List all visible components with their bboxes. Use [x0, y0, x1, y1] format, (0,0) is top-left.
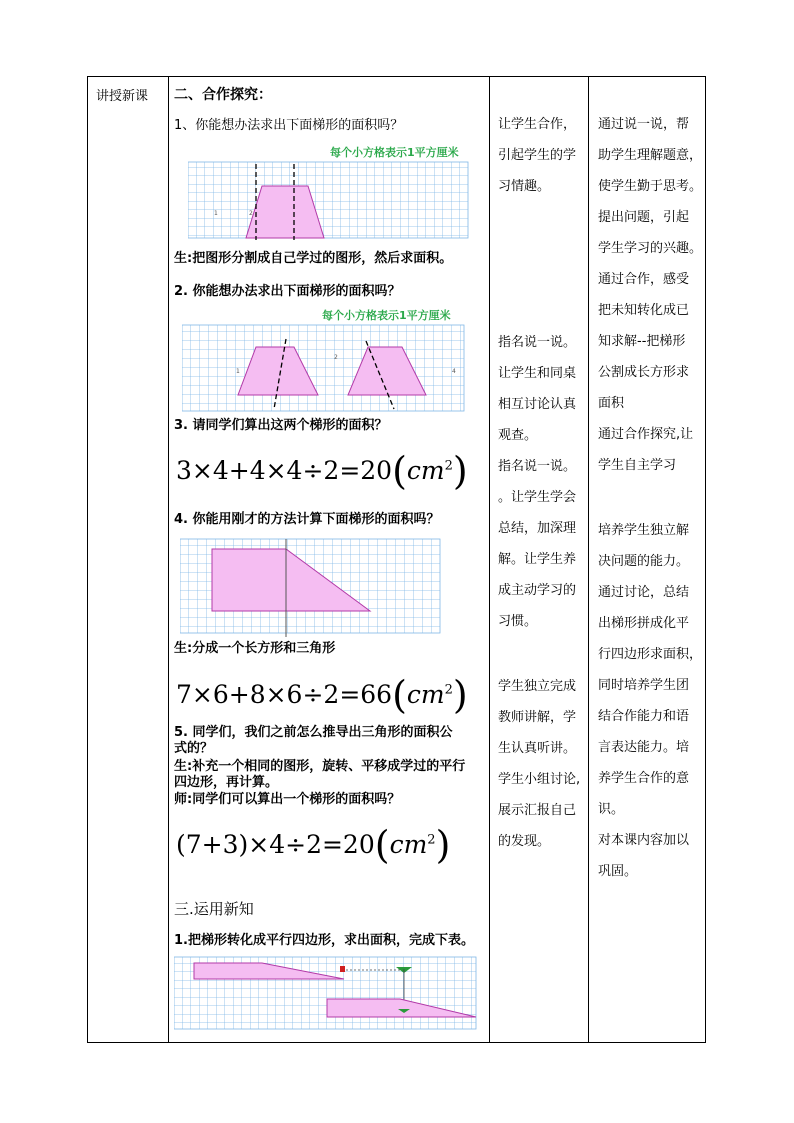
student-activity-cell: [490, 77, 589, 1042]
answer-5-line-2: 四边形，再计算。: [174, 775, 279, 790]
cell-text-line: 助学生理解题意，: [598, 148, 703, 163]
lesson-table: [87, 76, 706, 1043]
cell-text-line: 生认真听讲。: [498, 741, 577, 756]
cell-text-line: 养学生合作的意: [598, 771, 690, 786]
figure-3-trapezoid-grid: [180, 537, 442, 639]
section-3-title: 三.运用新知: [174, 900, 254, 918]
content-cell: [168, 77, 490, 1042]
student-activity-group-3: [498, 671, 584, 857]
question-1: 1、你能想办法求出下面梯形的面积吗？: [174, 118, 404, 133]
shape-label: 1: [236, 368, 240, 375]
formula-3-exp: 2: [427, 832, 436, 848]
grid-caption: 每个小方格表示1平方厘米: [330, 146, 459, 159]
cell-text-line: 结合作能力和语: [598, 709, 690, 724]
cell-text-line: 让学生合作，: [498, 117, 577, 132]
cell-text-line: 。让学生学会: [498, 490, 577, 505]
formula-2-exp: 2: [444, 682, 453, 698]
cell-text-line: 对本课内容加以: [598, 833, 690, 848]
student-activity-group-1: [498, 109, 584, 202]
cell-text-line: 出梯形拼成化平: [598, 616, 690, 631]
section-title: 二、合作探究：: [174, 87, 272, 103]
formula-3-expr: (7+3)×4÷2=20: [176, 830, 375, 859]
cell-text-line: 引起学生的学: [498, 148, 577, 163]
figure-1-trapezoid-grid: [188, 142, 470, 240]
cell-text-line: 解。让学生养: [498, 552, 577, 567]
cell-text-line: 公割成长方形求: [598, 365, 690, 380]
cell-text-line: 决问题的能力。: [598, 554, 690, 569]
stage-label: 讲授新课: [96, 89, 149, 104]
formula-1: $3\times 4+4\times 4\div 2=20(cm^2)$: [176, 449, 468, 493]
student-activity-group-2: [498, 327, 584, 637]
formula-1-expr: 3×4+4×4÷2=20: [176, 456, 393, 485]
cell-text-line: 学生独立完成: [498, 679, 577, 694]
question-4: 4. 你能用刚才的方法计算下面梯形的面积吗？: [174, 512, 440, 527]
shape-label: 2: [334, 354, 338, 361]
formula-2-unit: cm: [406, 680, 445, 709]
cell-text-line: 相互讨论认真: [498, 397, 577, 412]
cell-text-line: 展示汇报自己: [498, 803, 577, 818]
grid-background: [188, 162, 468, 238]
cell-text-line: 知求解--把梯形: [598, 334, 686, 349]
cell-text-line: 通过合作探究,让: [598, 427, 694, 442]
answer-5-line-1: 生:补充一个相同的图形，旋转、平移成学过的平行: [174, 759, 466, 774]
cell-text-line: 使学生勤于思考。: [598, 179, 703, 194]
formula-2: $7\times 6+8\times 6\div 2=66(cm^2)$: [176, 673, 468, 717]
question-5-line-2: 式的？: [174, 741, 214, 756]
teacher-question: 师:同学们可以算出一个梯形的面积吗？: [174, 792, 401, 807]
cell-text-line: 学生学习的兴趣。: [598, 241, 703, 256]
cell-text-line: 学生小组讨论,: [498, 772, 581, 787]
cell-text-line: 通过讨论，总结: [598, 585, 690, 600]
cell-text-line: 言表达能力。培: [598, 740, 690, 755]
stage-cell: [88, 77, 168, 1042]
cell-text-line: 提出问题，引起: [598, 210, 690, 225]
cell-text-line: 指名说一说。: [498, 459, 577, 474]
question-3: 3. 请同学们算出这两个梯形的面积？: [174, 418, 388, 433]
grid-caption: 每个小方格表示1平方厘米: [322, 309, 451, 322]
figure-4-conversion-grid: [174, 955, 478, 1031]
formula-3-unit: cm: [389, 830, 428, 859]
question-5-line-1: 5. 同学们，我们之前怎么推导出三角形的面积公: [174, 725, 453, 740]
design-intent-group-2: [598, 515, 706, 887]
formula-3: $(7+3)\times 4\div 2=20(cm^2)$: [176, 823, 451, 867]
grid-background: [182, 325, 464, 411]
cell-text-line: 培养学生独立解: [598, 523, 690, 538]
cell-text-line: 面积: [598, 396, 625, 411]
cell-text-line: 让学生和同桌: [498, 366, 577, 381]
shape-label: 4: [452, 368, 456, 375]
answer-1: 生:把图形分割成自己学过的图形，然后求面积。: [174, 251, 453, 266]
cell-text-line: 习惯。: [498, 614, 538, 629]
cell-text-line: 巩固。: [598, 864, 638, 879]
cell-text-line: 通过说一说，帮: [598, 117, 690, 132]
cell-text-line: 成主动学习的: [498, 583, 577, 598]
cell-text-line: 习情趣。: [498, 179, 551, 194]
shape-label: 1: [214, 210, 218, 217]
formula-1-unit: cm: [406, 456, 445, 485]
cell-text-line: 把未知转化成已: [598, 303, 690, 318]
design-intent-group-1: [598, 109, 706, 481]
figure-2-trapezoid-grid: [182, 305, 466, 415]
cell-text-line: 行四边形求面积，: [598, 647, 703, 662]
question-2: 2. 你能想办法求出下面梯形的面积吗？: [174, 284, 401, 299]
marker-icon: [340, 966, 345, 972]
cell-text-line: 观查。: [498, 428, 538, 443]
cell-text-line: 总结，加深理: [498, 521, 577, 536]
design-intent-cell: [589, 77, 707, 1042]
cell-text-line: 学生自主学习: [598, 458, 677, 473]
cell-text-line: 教师讲解，学: [498, 710, 577, 725]
formula-1-exp: 2: [444, 458, 453, 474]
cell-text-line: 识。: [598, 802, 625, 817]
shape-label: 2: [249, 210, 253, 217]
cell-text-line: 指名说一说。: [498, 335, 577, 350]
cell-text-line: 的发现。: [498, 834, 551, 849]
formula-2-expr: 7×6+8×6÷2=66: [176, 680, 393, 709]
task-1: 1.把梯形转化成平行四边形，求出面积，完成下表。: [174, 933, 474, 948]
answer-4: 生:分成一个长方形和三角形: [174, 641, 336, 656]
cell-text-line: 同时培养学生团: [598, 678, 690, 693]
cell-text-line: 通过合作，感受: [598, 272, 690, 287]
